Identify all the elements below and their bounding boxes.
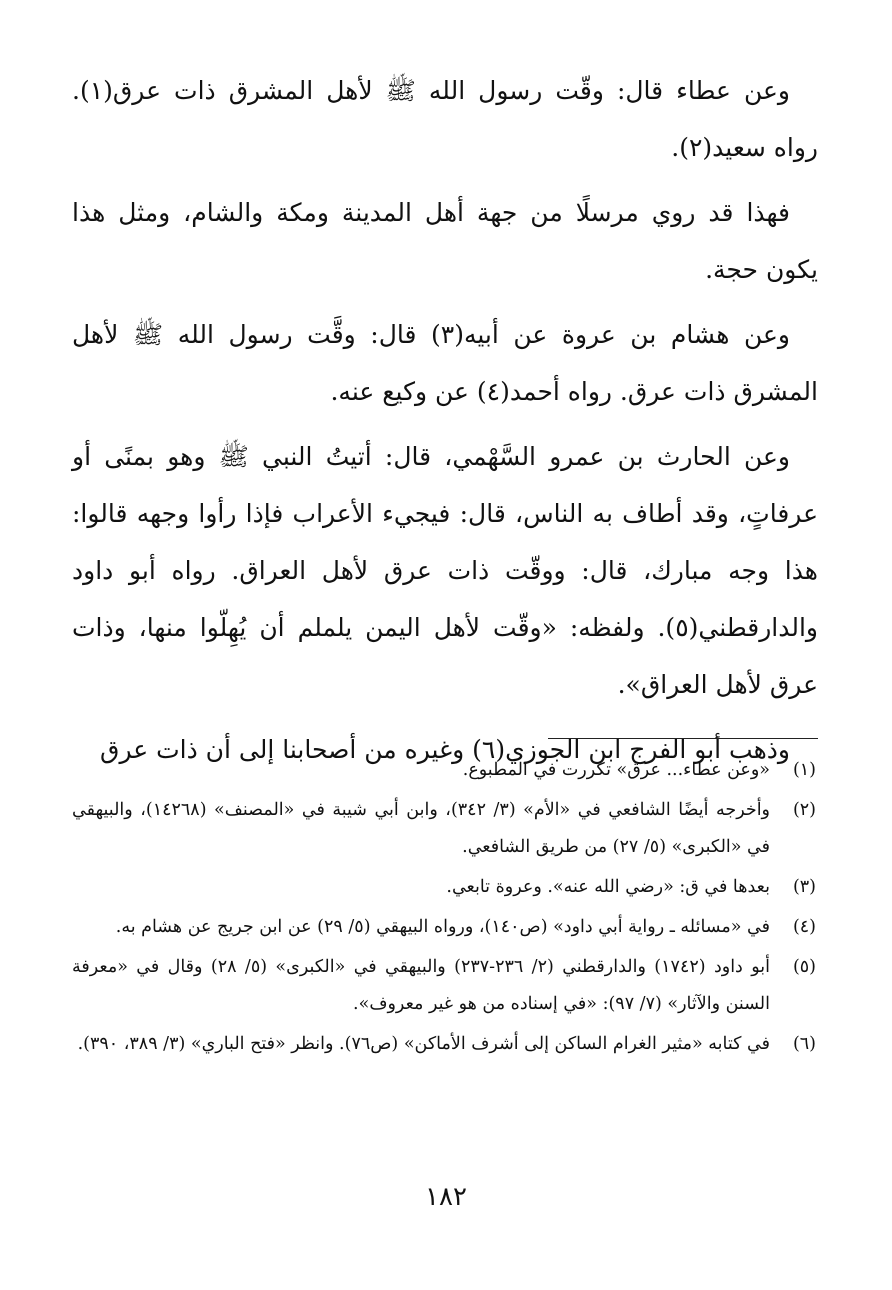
footnotes [72, 752, 816, 1066]
footnote-number: (٣) [792, 877, 816, 897]
footnote [72, 752, 816, 789]
paragraph [72, 428, 818, 713]
footnote [72, 1026, 816, 1063]
footnote-text: في كتابه «مثير الغرام الساكن إلى أشرف الأماكن» (ص٧٦). وانظر «فتح الباري» (٣/ ٣٨٩، ٣٩٠). [77, 1034, 770, 1054]
paragraph-text: وعن عطاء قال: وقّت رسول الله ﷺ لأهل المشرق ذات عرق(١). رواه سعيد(٢). [72, 76, 818, 162]
footnote-text: وأخرجه أيضًا الشافعي في «الأم» (٣/ ٣٤٢)، وابن أبي شيبة في «المصنف» (١٤٢٦٨)، والبيهقي في «الكبرى» (٥/ ٢٧) من طريق الشافعي. [72, 800, 771, 857]
page-number: ١٨٢ [425, 1182, 467, 1212]
paragraph-text: وعن هشام بن عروة عن أبيه(٣) قال: وقَّت رسول الله ﷺ لأهل المشرق ذات عرق. رواه أحمد(٤) عن وكيع عنه. [72, 320, 818, 406]
footnote-text: بعدها في ق: «رضي الله عنه». وعروة تابعي. [446, 877, 770, 897]
footnote-number: (٤) [792, 917, 816, 937]
paragraph [72, 184, 818, 298]
footnote [72, 869, 816, 906]
footnote [72, 949, 816, 1023]
footnote-number: (٢) [792, 800, 816, 820]
footnote-text: أبو داود (١٧٤٢) والدارقطني (٢/ ٢٣٦-٢٣٧) والبيهقي في «الكبرى» (٥/ ٢٨) وقال في «معرفة السنن والآثار» (٧/ ٩٧): «في إسناده من هو غير معروف». [72, 957, 771, 1014]
footnote-text: «وعن عطاء... عرق» تكررت في المطبوع. [462, 760, 770, 780]
footnote-text: في «مسائله ـ رواية أبي داود» (ص١٤٠)، ورواه البيهقي (٥/ ٢٩) عن ابن جريج عن هشام به. [115, 917, 770, 937]
paragraph-text: فهذا قد روي مرسلًا من جهة أهل المدينة ومكة والشام، ومثل هذا يكون حجة. [72, 198, 818, 284]
footnote-divider [548, 738, 818, 739]
footnote-number: (٦) [792, 1034, 816, 1054]
footnote [72, 792, 816, 866]
paragraph [72, 306, 818, 420]
paragraph-text: وذهب أبو الفرج ابن الجوزي(٦) وغيره من أصحابنا إلى أن ذات عرق [100, 735, 790, 764]
footnote [72, 909, 816, 946]
paragraph-text: وعن الحارث بن عمرو السَّهْمي، قال: أتيتُ النبي ﷺ وهو بمنًى أو عرفاتٍ، وقد أطاف به الناس، قال: فيجيء الأعراب فإذا رأوا وجهه قالوا: هذا وجه مبارك، قال: ووقّت ذات عرق لأهل العراق. رواه أبو داود والدارقطني(٥). ولفظه: «وقّت لأهل اليمن يلملم أن يُهِلّوا منها، وذات عرق لأهل العراق». [72, 442, 818, 699]
main-text [72, 62, 818, 786]
footnote-number: (١) [792, 760, 816, 780]
paragraph [72, 62, 818, 176]
footnote-number: (٥) [792, 957, 816, 977]
